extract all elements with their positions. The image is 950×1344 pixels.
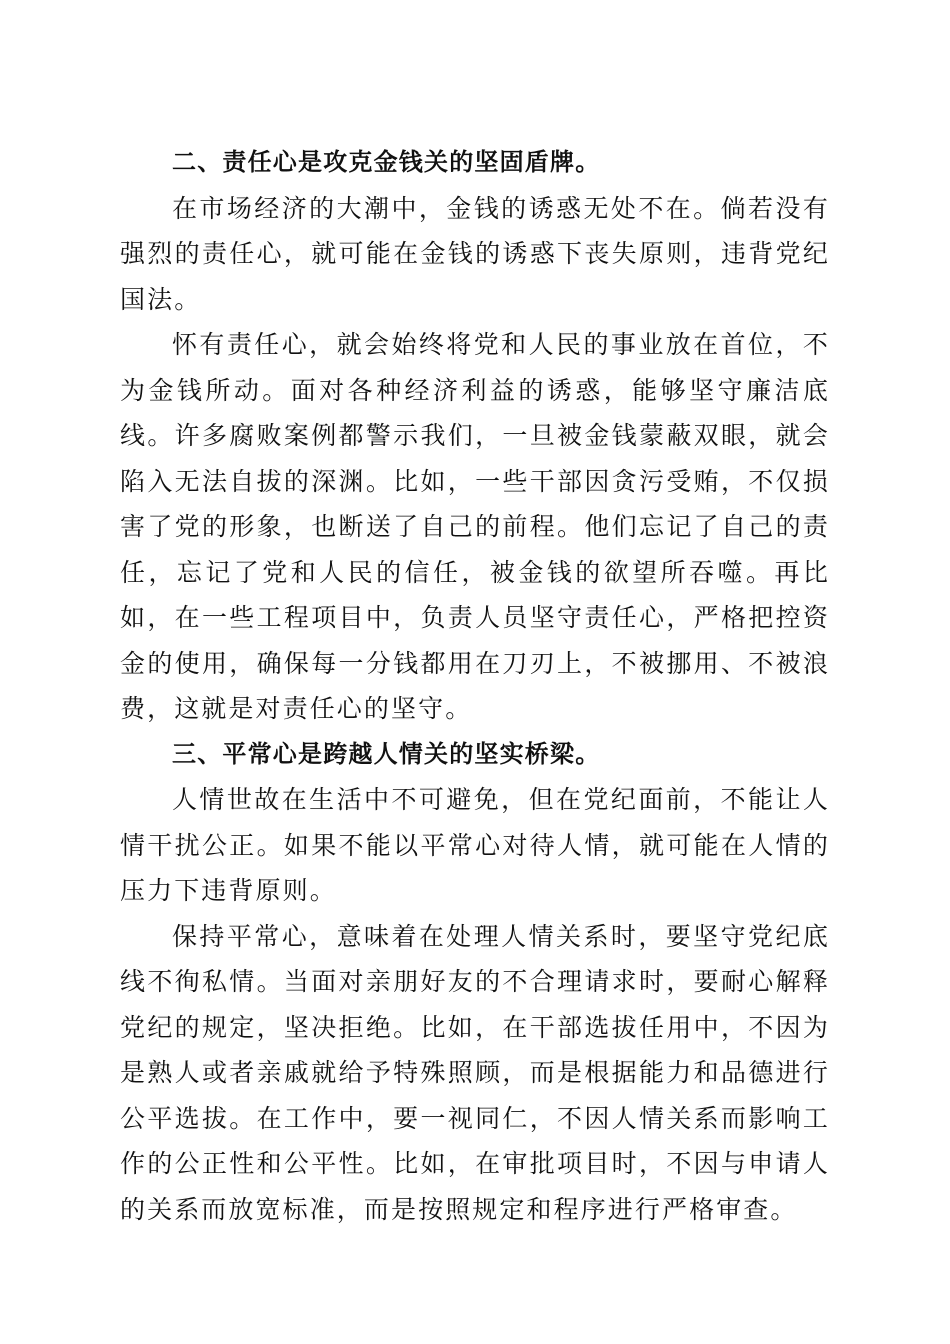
paragraph: 在市场经济的大潮中，金钱的诱惑无处不在。倘若没有强烈的责任心，就可能在金钱的诱惑下丧失原则，违背党纪国法。: [120, 193, 830, 314]
document-body: [120, 140, 830, 1232]
section-heading: 三、平常心是跨越人情关的坚实桥梁。: [172, 739, 601, 768]
paragraph: 人情世故在生活中不可避免，但在党纪面前，不能让人情干扰公正。如果不能以平常心对待人情，就可能在人情的压力下违背原则。: [120, 785, 830, 905]
paragraph: 保持平常心，意味着在处理人情关系时，要坚守党纪底线不徇私情。当面对亲朋好友的不合理请求时，要耐心解释党纪的规定，坚决拒绝。比如，在干部选拔任用中，不因为是熟人或者亲戚就给予特殊照顾，而是根据能力和品德进行公平选拔。在工作中，要一视同仁，不因人情关系而影响工作的公正性和公平性。比如，在审批项目时，不因与申请人的关系而放宽标准，而是按照规定和程序进行严格审查。: [120, 921, 830, 1224]
section-heading: 二、责任心是攻克金钱关的坚固盾牌。: [172, 148, 601, 176]
paragraph: 怀有责任心，就会始终将党和人民的事业放在首位，不为金钱所动。面对各种经济利益的诱惑，能够坚守廉洁底线。许多腐败案例都警示我们，一旦被金钱蒙蔽双眼，就会陷入无法自拔的深渊。比如，一些干部因贪污受贿，不仅损害了党的形象，也断送了自己的前程。他们忘记了自己的责任，忘记了党和人民的信任，被金钱的欲望所吞噬。再比如，在一些工程项目中，负责人员坚守责任心，严格把控资金的使用，确保每一分钱都用在刀刃上，不被挪用、不被浪费，这就是对责任心的坚守。: [120, 330, 830, 723]
